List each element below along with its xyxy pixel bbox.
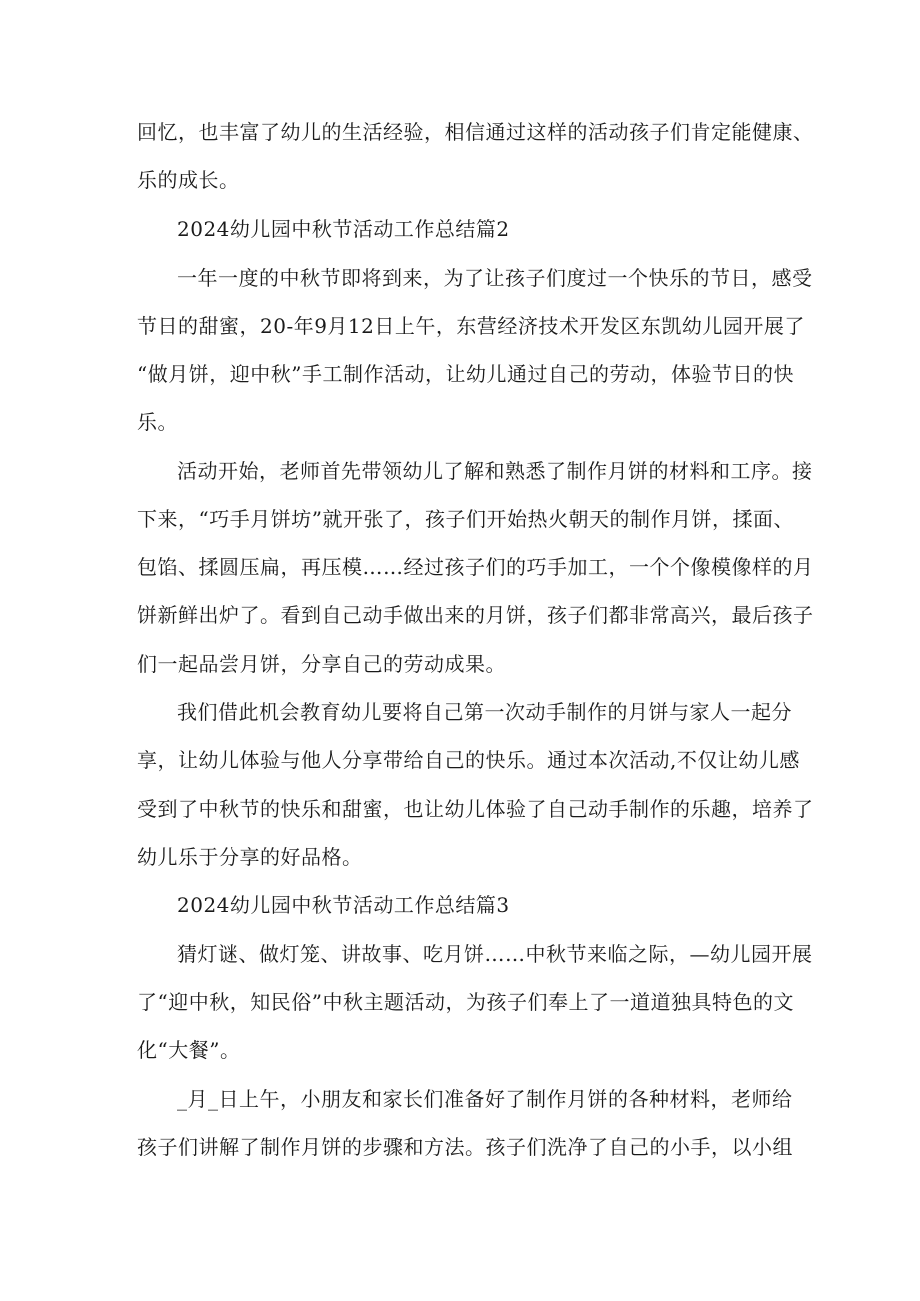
paragraph-line: 们一起品尝月饼，分享自己的劳动成果。 — [137, 652, 506, 676]
paragraph-line: 下来，“巧手月饼坊”就开张了，孩子们开始热火朝天的制作月饼，揉面、 — [137, 507, 794, 531]
paragraph-line: 包馅、揉圆压扁，再压模……经过孩子们的巧手加工，一个个像模像样的月 — [137, 555, 814, 579]
paragraph-line: 回忆，也丰富了幼儿的生活经验，相信通过这样的活动孩子们肯定能健康、 — [137, 120, 814, 144]
paragraph-line: “做月饼，迎中秋”手工制作活动，让幼儿通过自己的劳动，体验节日的快 — [137, 362, 794, 386]
paragraph-line: 猜灯谜、做灯笼、讲故事、吃月饼……中秋节来临之际，—幼儿园开展 — [177, 942, 813, 966]
paragraph-line: 我们借此机会教育幼儿要将自己第一次动手制作的月饼与家人一起分 — [177, 700, 792, 724]
section-heading: 2024幼儿园中秋节活动工作总结篇2 — [177, 217, 510, 241]
paragraph-line: 享，让幼儿体验与他人分享带给自己的快乐。通过本次活动,不仅让幼儿感 — [137, 748, 800, 772]
paragraph-line: _月_日上午，小朋友和家长们准备好了制作月饼的各种材料，老师给 — [177, 1087, 793, 1111]
paragraph-line: 饼新鲜出炉了。看到自己动手做出来的月饼，孩子们都非常高兴，最后孩子 — [137, 603, 814, 627]
paragraph-line: 化“大餐”。 — [137, 1038, 241, 1062]
paragraph-line: 受到了中秋节的快乐和甜蜜，也让幼儿体验了自己动手制作的乐趣，培养了 — [137, 797, 814, 821]
paragraph-line: 活动开始，老师首先带领幼儿了解和熟悉了制作月饼的材料和工序。接 — [177, 459, 813, 483]
paragraph-line: 了“迎中秋，知民俗”中秋主题活动，为孩子们奉上了一道道独具特色的文 — [137, 990, 794, 1014]
paragraph-line: 乐。 — [137, 410, 178, 434]
paragraph-line: 一年一度的中秋节即将到来，为了让孩子们度过一个快乐的节日，感受 — [177, 266, 813, 290]
section-heading: 2024幼儿园中秋节活动工作总结篇3 — [177, 893, 510, 917]
paragraph-line: 孩子们讲解了制作月饼的步骤和方法。孩子们洗净了自己的小手，以小组 — [137, 1135, 793, 1159]
paragraph-line: 幼儿乐于分享的好品格。 — [137, 845, 363, 869]
paragraph-line: 乐的成长。 — [137, 168, 240, 192]
paragraph-line: 节日的甜蜜，20-年9月12日上午，东营经济技术开发区东凯幼儿园开展了 — [137, 314, 805, 338]
